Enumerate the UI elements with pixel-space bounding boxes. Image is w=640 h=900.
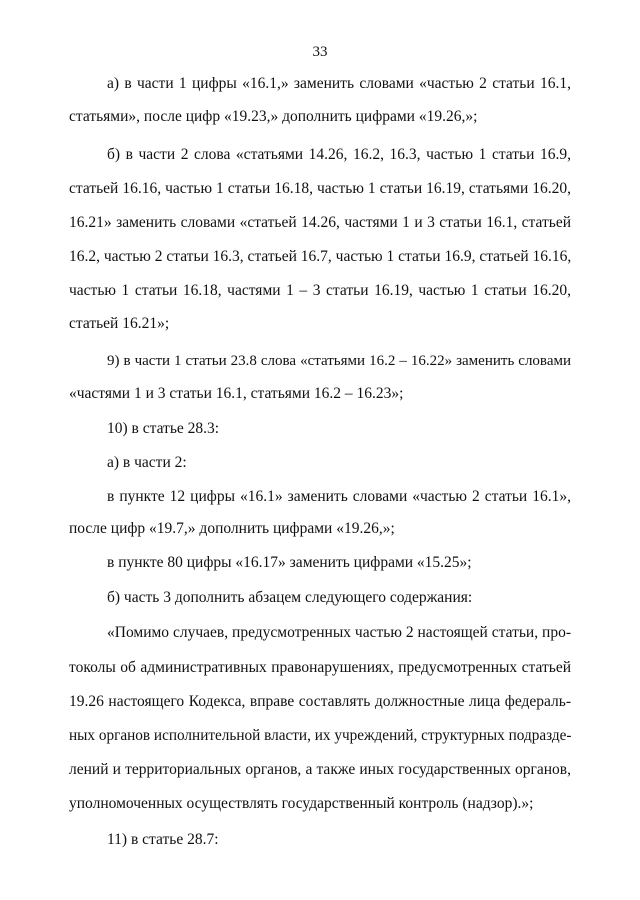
- text-line: 11) в статье 28.7:: [107, 831, 219, 848]
- text-line: в пункте 80 цифры «16.17» заменить цифрами «15.25»;: [107, 554, 472, 571]
- text-line: лений и территориальных органов, а также иных государственных органов,: [69, 761, 571, 778]
- text-line: 16.2, частью 2 статьи 16.3, статьей 16.7, частью 1 статьи 16.9, статьей 16.16,: [69, 248, 572, 265]
- text-line: 10) в статье 28.3:: [107, 420, 220, 437]
- text-line: частью 1 статьи 16.18, частями 1 – 3 статьи 16.19, частью 1 статьи 16.20,: [69, 282, 571, 299]
- text-line: токолы об административных правонарушениях, предусмотренных статьей: [69, 659, 571, 676]
- text-line: уполномоченных осуществлять государственный контроль (надзор).»;: [69, 795, 534, 812]
- text-line: статьями», после цифр «19.23,» дополнить цифрами «19.26,»;: [69, 108, 478, 125]
- text-line: 16.21» заменить словами «статьей 14.26, частями 1 и 3 статьи 16.1, статьей: [69, 214, 571, 231]
- text-line: после цифр «19.7,» дополнить цифрами «19.26,»;: [69, 520, 395, 537]
- text-line: 19.26 настоящего Кодекса, вправе составлять должностные лица федераль-: [69, 693, 571, 710]
- text-line: статьей 16.21»;: [69, 315, 170, 332]
- text-line: ных органов исполнительной власти, их учреждений, структурных подразде-: [69, 727, 572, 744]
- text-line: а) в части 2:: [107, 454, 187, 471]
- text-line: б) часть 3 дополнить абзацем следующего содержания:: [107, 589, 473, 606]
- text-line: а) в части 1 цифры «16.1,» заменить словами «частью 2 статьи 16.1,: [107, 75, 571, 92]
- text-line: статьей 16.16, частью 1 статьи 16.18, частью 1 статьи 16.19, статьями 16.20,: [69, 180, 571, 197]
- page-number: 33: [312, 44, 328, 60]
- text-line: б) в части 2 слова «статьями 14.26, 16.2, 16.3, частью 1 статьи 16.9,: [107, 146, 571, 163]
- text-line: 9) в части 1 статьи 23.8 слова «статьями 16.2 – 16.22» заменить словами: [107, 353, 571, 369]
- text-line: в пункте 12 цифры «16.1» заменить словами «частью 2 статьи 16.1»,: [107, 488, 571, 505]
- text-line: «Помимо случаев, предусмотренных частью 2 настоящей статьи, про-: [107, 624, 571, 641]
- text-line: «частями 1 и 3 статьи 16.1, статьями 16.2 – 16.23»;: [69, 385, 404, 402]
